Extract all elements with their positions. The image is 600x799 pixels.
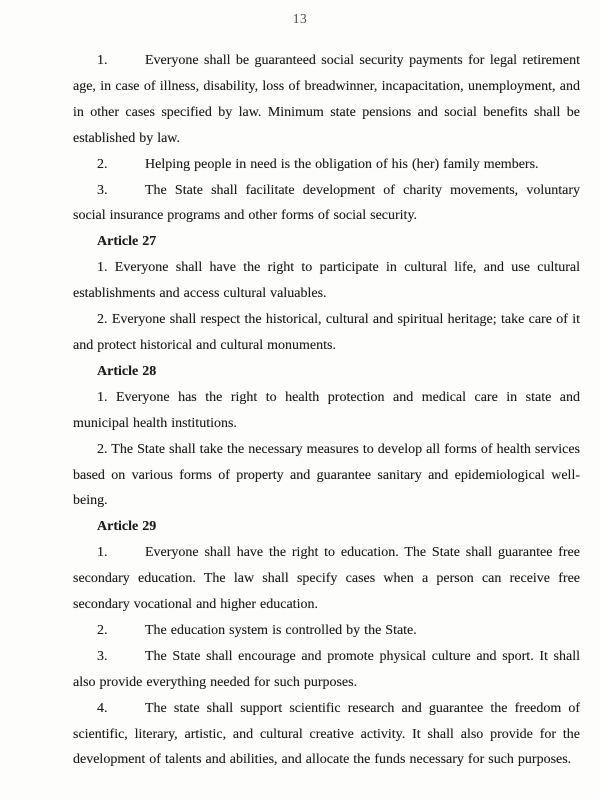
paragraph-number: 2. bbox=[97, 622, 108, 638]
paragraph: 4. The state shall support scientific research and guarantee the freedom of scientific, literary, artistic, and cultural creative activity. It shall also provide for the development of talents and abilities, and allocate the funds necessary for such purposes. bbox=[73, 696, 580, 774]
paragraph-number: 2. bbox=[97, 156, 108, 172]
paragraph: 1. Everyone shall have the right to participate in cultural life, and use cultural establishments and access cultural valuables. bbox=[73, 260, 580, 302]
paragraph: 3. The State shall facilitate development of charity movements, voluntary social insurance programs and other forms of social security. bbox=[73, 178, 580, 230]
paragraph: 1. Everyone shall be guaranteed social security payments for legal retirement age, in case of illness, disability, loss of breadwinner, incapacitation, unemployment, and in other cases specified by law. Minimum state pensions and social benefits shall be established by law. bbox=[73, 48, 580, 152]
paragraph: 3. The State shall encourage and promote physical culture and sport. It shall also provide everything needed for such purposes. bbox=[73, 644, 580, 696]
paragraph: 1. Everyone shall have the right to education. The State shall guarantee free secondary education. The law shall specify cases when a person can receive free secondary vocational and higher education. bbox=[73, 540, 580, 618]
paragraph-number: 4. bbox=[97, 700, 108, 716]
paragraph-number: 2. bbox=[97, 312, 108, 328]
paragraph-number: 2. bbox=[97, 441, 108, 457]
paragraph-number: 1. bbox=[97, 545, 108, 561]
document-body bbox=[73, 48, 580, 773]
paragraph: 2. The State shall take the necessary measures to develop all forms of health services based on various forms of property and guarantee sanitary and epidemiological well-being. bbox=[73, 441, 580, 509]
article-heading: Article 27 bbox=[97, 234, 157, 250]
article-heading: Article 28 bbox=[97, 363, 157, 379]
article-heading: Article 29 bbox=[97, 519, 157, 535]
paragraph-number: 1. bbox=[97, 53, 108, 68]
paragraph-number: 1. bbox=[97, 389, 108, 405]
paragraph-number: 1. bbox=[97, 260, 108, 276]
paragraph-number: 3. bbox=[97, 648, 108, 664]
paragraph: 1. Everyone has the right to health protection and medical care in state and municipal health institutions. bbox=[73, 389, 580, 431]
paragraph: 2. Helping people in need is the obligation of his (her) family members. bbox=[73, 152, 580, 178]
page-number: 13 bbox=[292, 11, 308, 26]
paragraph: 2. Everyone shall respect the historical, cultural and spiritual heritage; take care of it and protect historical and cultural monuments. bbox=[73, 312, 580, 353]
paragraph-number: 3. bbox=[97, 182, 108, 198]
paragraph: 2. The education system is controlled by the State. bbox=[73, 618, 580, 644]
